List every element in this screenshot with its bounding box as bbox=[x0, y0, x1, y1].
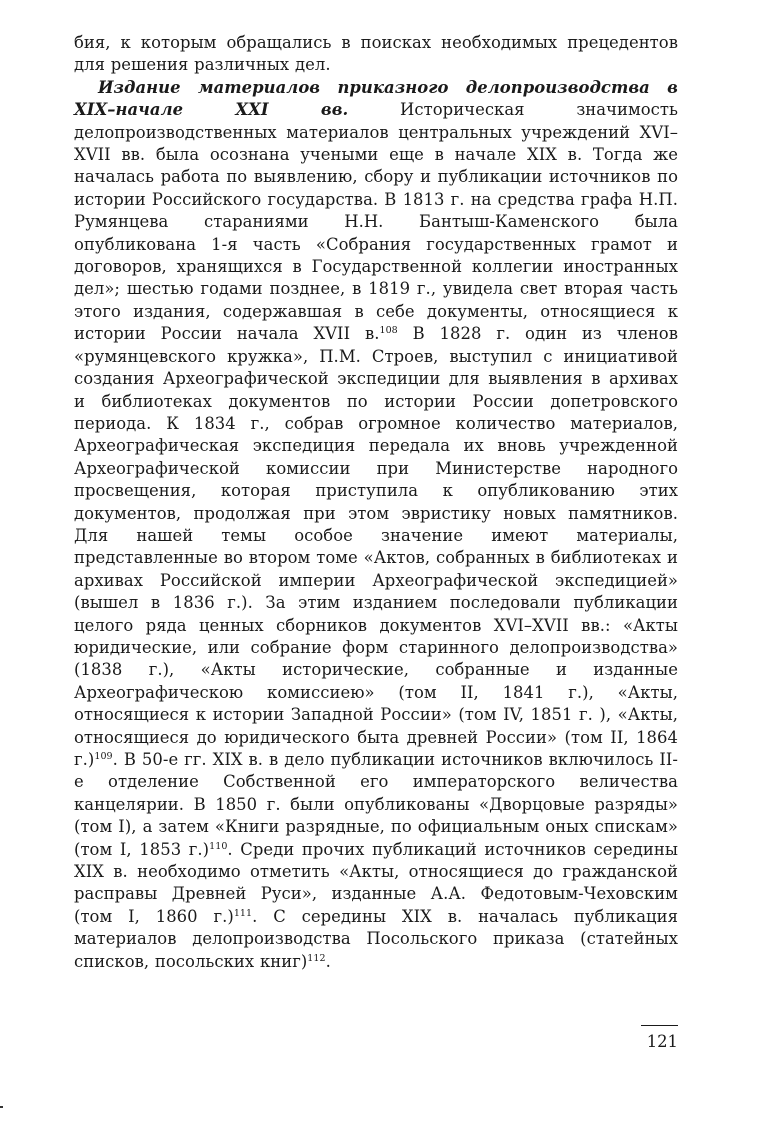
text-block bbox=[74, 32, 678, 973]
footnote-ref: 112 bbox=[307, 952, 326, 964]
footnote-ref: 111 bbox=[233, 907, 253, 919]
paragraph-text: . В 50-е гг. XIX в. в дело публикации источников включилось II-е отделение Собственной его императорского величества канцелярии. В 1850 г. были опубликованы «Дворцовые разряды» (том I), а затем «Книги разрядные, по официальным оных спискам» (том I, 1853 г.) bbox=[74, 750, 678, 859]
paragraph-text: В 1828 г. один из членов «румянцевского кружка», П.М. Строев, выступил с инициативой создания Археографической экспедиции для выявления в архивах и библиотеках документов по истории России допетровского периода. К 1834 г., собрав огромное количество материалов, Археографическая экспедиция передала их вновь учрежденной Археографической комиссии при Министерстве народного просвещения, которая приступила к опубликованию этих документов, продолжая при этом эвристику новых памятников. Для нашей темы особое значение имеют материалы, представленные во втором томе «Актов, собранных в библиотеках и архивах Российской империи Археографической экспедицией» (вышел в 1836 г.). За этим изданием последовали публикации целого ряда ценных сборников документов XVI–XVII вв.: «Акты юридические, или собрание форм старинного делопроизводства» (1838 г.), «Акты исторические, собранные и изданные Археографическою комиссиею» (том II, 1841 г.), «Акты, относящиеся к истории Западной России» (том IV, 1851 г. ), «Акты, относящиеся до юридического быта древней России» (том II, 1864 г.) bbox=[74, 324, 678, 769]
continuation-paragraph: бия, к которым обращались в поисках необходимых прецедентов для решения различных дел. bbox=[74, 33, 678, 75]
section-heading: Издание материалов приказного делопроизводства в XIX–начале XXI вв. bbox=[74, 77, 678, 120]
page-number: 121 bbox=[646, 1032, 678, 1051]
page-footer bbox=[641, 1025, 678, 1054]
footnote-ref: 108 bbox=[379, 325, 398, 337]
page-body bbox=[74, 32, 678, 973]
footnote-ref: 109 bbox=[94, 751, 113, 762]
paragraph-text: . Среди прочих публикаций источников середины XIX в. необходимо отметить «Акты, относящиеся до гражданской расправы Древней Руси», изданные А.А. Федотовым-Чеховским (том I, 1860 г.) bbox=[74, 839, 678, 926]
paragraph-text: . С середины XIX в. началась публикация материалов делопроизводства Посольского приказа (статейных списков, посольских книг) bbox=[74, 906, 678, 971]
paragraph-text: Историческая значимость делопроизводственных материалов центральных учреждений XVI–XVII вв. была осознана учеными еще в начале XIX в. Тогда же началась работа по выявлению, сбору и публикации источников по истории Российского государства. В 1813 г. на средства графа Н.П. Румянцева стараниями Н.Н. Бантыш-Каменского была опубликована 1-я часть «Собрания государственных грамот и договоров, хранящихся в Государственной коллегии иностранных дел»; шестью годами позднее, в 1819 г., увидела свет вторая часть этого издания, содержавшая в себе документы, относящиеся к истории России начала XVII в. bbox=[74, 100, 679, 344]
margin-mark bbox=[0, 1106, 3, 1108]
footer-rule bbox=[641, 1025, 678, 1026]
paragraph-text: . bbox=[325, 951, 331, 971]
section-paragraph bbox=[74, 77, 678, 973]
footnote-ref: 110 bbox=[209, 840, 228, 852]
